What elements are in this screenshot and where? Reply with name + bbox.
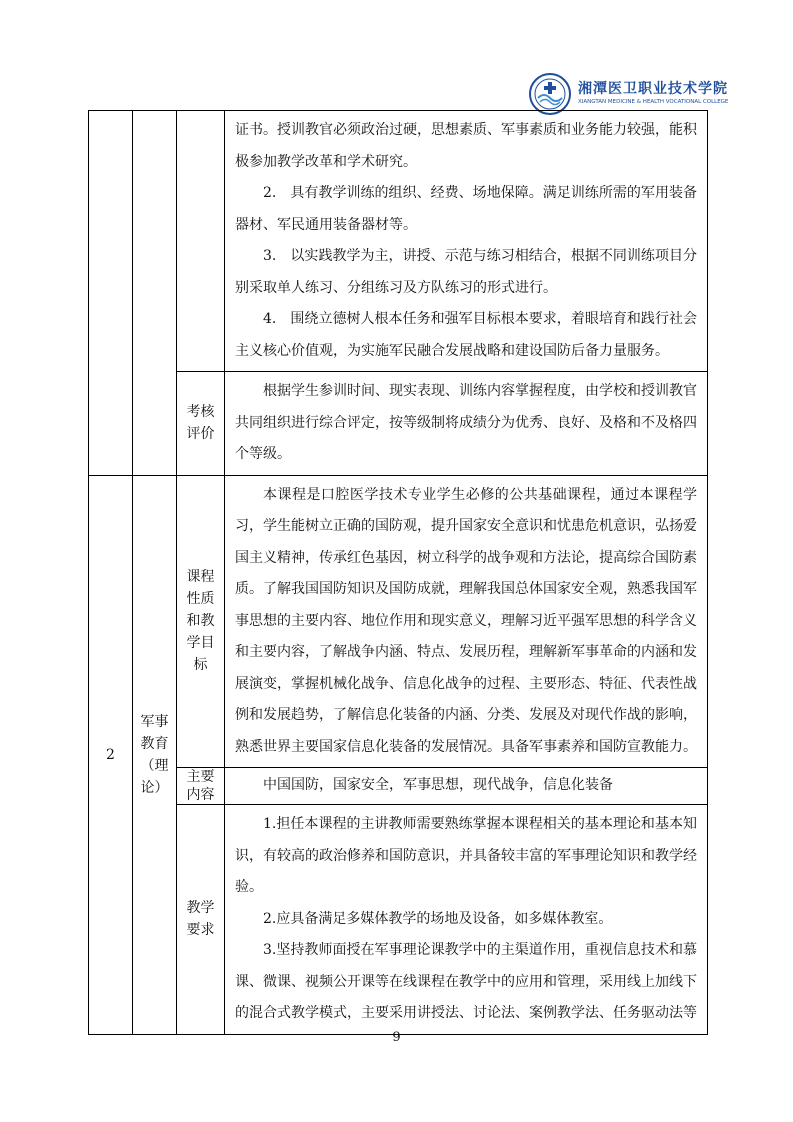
paragraph: 3. 以实践教学为主，讲授、示范与练习相结合，根据不同训练项目分别采取单人练习、分组练习及方队练习的形式进行。 [235, 248, 697, 296]
page-number: 9 [392, 1030, 401, 1045]
requirements-label-cell [177, 111, 225, 372]
paragraph: 根据学生参训时间、现实表现、训练内容掌握程度，由学校和授训教官共同组织进行综合评定，按等级制将成绩分为优秀、良好、及格和不及格四个等级。 [235, 383, 697, 462]
teaching-req-label: 教学 要求 [177, 805, 225, 1035]
paragraph: 3.坚持教师面授在军事理论课教学中的主渠道作用，重视信息技术和慕课、微课、视频公开课等在线课程在教学中的应用和管理，采用线上加线下的混合式教学模式，主要采用讲授法、讨论法、案例教学法、任务驱动法等 [235, 942, 697, 1021]
school-name: 湘潭医卫职业技术学院 [578, 81, 728, 97]
assessment-content [225, 372, 708, 476]
school-name-en: XIANGTAN MEDICINE & HEALTH VOCATIONAL COLLEGE [578, 99, 729, 105]
table-row [89, 805, 708, 1035]
table-row [89, 372, 708, 476]
paragraph: 1.担任本课程的主讲教师需要熟练掌握本课程相关的基本理论和基本知识，有较高的政治修养和国防意识，并具备较丰富的军事理论知识和教学经验。 [235, 816, 697, 895]
course-cell [133, 111, 177, 476]
paragraph: 4. 围绕立德树人根本任务和强军目标根本要求，着眼培育和践行社会主义核心价值观，为实施军民融合发展战略和建设国防后备力量服务。 [235, 311, 697, 359]
number-cell [89, 111, 133, 476]
paragraph: 2. 具有教学训练的组织、经费、场地保障。满足训练所需的军用装备器材、军民通用装备器材等。 [235, 185, 697, 233]
objectives-label: 课程 性质 和教 学目 标 [177, 475, 225, 768]
curriculum-table [88, 110, 708, 1035]
paragraph: 2.应具备满足多媒体教学的场地及设备，如多媒体教室。 [263, 910, 613, 927]
main-content-label: 主要 内容 [177, 768, 225, 805]
course-name: 军事 教育 （理 论） [133, 475, 177, 1034]
objectives-content [225, 475, 708, 768]
table-row [89, 768, 708, 805]
table-row [89, 475, 708, 768]
main-content-text [225, 768, 708, 805]
table-row [89, 111, 708, 372]
paragraph: 中国国防，国家安全，军事思想，现代战争，信息化装备 [263, 777, 613, 794]
teaching-req-content [225, 805, 708, 1035]
assessment-label: 考核 评价 [177, 372, 225, 476]
requirements-content [225, 111, 708, 372]
paragraph: 证书。授训教官必须政治过硬，思想素质、军事素质和业务能力较强，能积极参加教学改革和学术研究。 [235, 122, 697, 170]
row-number: 2 [89, 475, 133, 1034]
paragraph: 本课程是口腔医学技术专业学生必修的公共基础课程，通过本课程学习，学生能树立正确的国防观，提升国家安全意识和忧患危机意识，弘扬爱国主义精神，传承红色基因，树立科学的战争观和方法论，提高综合国防素质。了解我国国防知识及国防成就，理解我国总体国家安全观，熟悉我国军事思想的主要内容、地位作用和现实意义，理解习近平强军思想的科学含义和主要内容，了解战争内涵、特点、发展历程，理解新军事革命的内涵和发展演变，掌握机械化战争、信息化战争的过程、主要形态、特征、代表性战例和发展趋势，了解信息化装备的内涵、分类、发展及对现代作战的影响，熟悉世界主要国家信息化装备的发展情况。具备军事素养和国防宣教能力。 [235, 486, 697, 755]
